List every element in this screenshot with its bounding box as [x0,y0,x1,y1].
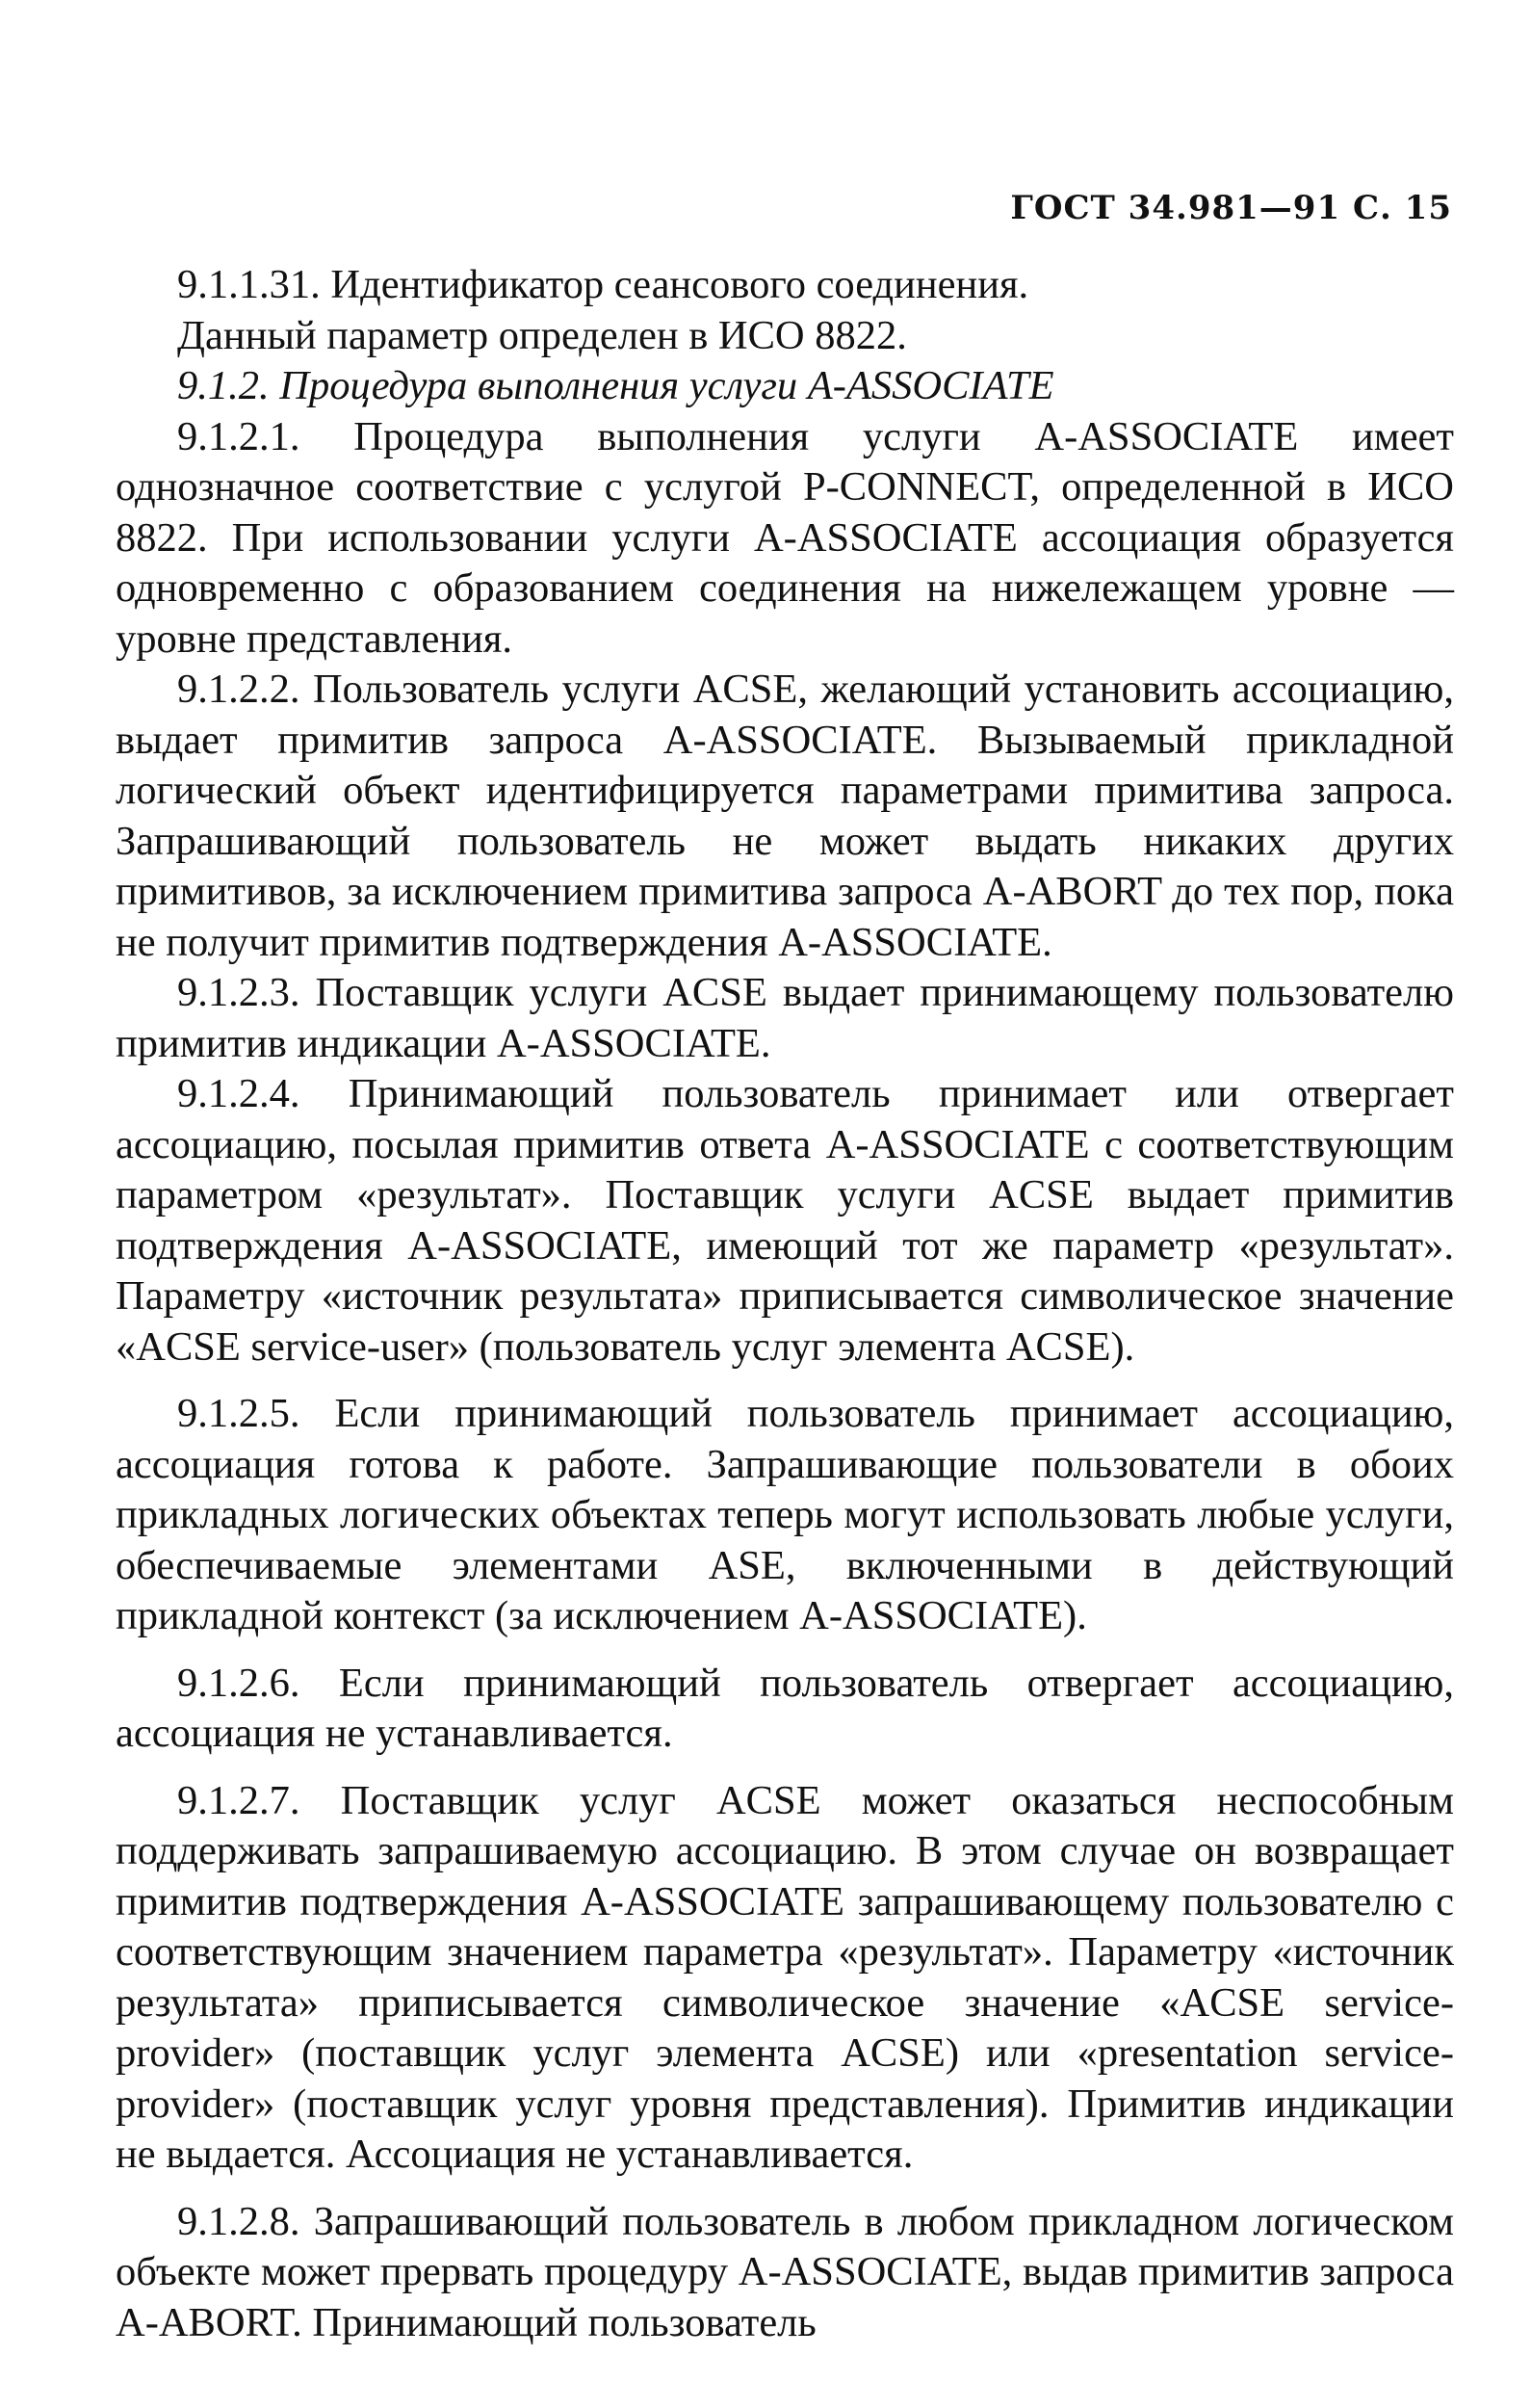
paragraph-9-1-1-31: 9.1.1.31. Идентификатор сеансового соединения. [177,262,1029,307]
paragraph-9-1-2-1: 9.1.2.1. Процедура выполнения услуги A-ASSOCIATE имеет однозначное соответствие с услугой P-CONNECT, определенной в ИСО 8822. При использовании услуги A-ASSOCIATE ассоциация образуется одновременно с образованием соединения на нижележащем уровне — уровне представления. [116,413,1454,662]
document-body [116,260,1454,2348]
paragraph-parameter-note: Данный параметр определен в ИСО 8822. [177,312,907,358]
page-header: ГОСТ 34.981—91 С. 15 [1010,189,1452,227]
paragraph-9-1-2-2: 9.1.2.2. Пользователь услуги ACSE, желающий установить ассоциацию, выдает примитив запроса A-ASSOCIATE. Вызываемый прикладной логический объект идентифицируется параметрами примитива запроса. Запрашивающий пользователь не может выдать никаких других примитивов, за исключением примитива запроса A-ABORT до тех пор, пока не получит примитив подтверждения A-ASSOCIATE. [116,667,1454,965]
paragraph-9-1-2-6: 9.1.2.6. Если принимающий пользователь отвергает ассоциацию, ассоциация не устанавливается. [116,1660,1454,1756]
paragraph-9-1-2-8: 9.1.2.8. Запрашивающий пользователь в любом прикладном логическом объекте может прервать процедуру A-ASSOCIATE, выдав примитив запроса A-ABORT. Принимающий пользователь [116,2198,1454,2345]
section-heading-9-1-2: 9.1.2. Процедура выполнения услуги A-ASSOCIATE [177,363,1054,408]
paragraph-9-1-2-4: 9.1.2.4. Принимающий пользователь принимает или отвергает ассоциацию, посылая примитив ответа A-ASSOCIATE с соответствующим параметром «результат». Поставщик услуги ACSE выдает примитив подтверждения A-ASSOCIATE, имеющий тот же параметр «результат». Параметру «источник результата» приписывается символическое значение «ACSE service-user» (пользователь услуг элемента ACSE). [116,1071,1454,1370]
paragraph-9-1-2-5: 9.1.2.5. Если принимающий пользователь принимает ассоциацию, ассоциация готова к работе. Запрашивающие пользователи в обоих прикладных логических объектах теперь могут использовать любые услуги, обеспечиваемые элементами ASE, включенными в действующий прикладной контекст (за исключением A-ASSOCIATE). [116,1391,1454,1638]
paragraph-9-1-2-3: 9.1.2.3. Поставщик услуги ACSE выдает принимающему пользователю примитив индикации A-ASSOCIATE. [116,970,1454,1066]
paragraph-9-1-2-7: 9.1.2.7. Поставщик услуг ACSE может оказаться неспособным поддерживать запрашиваемую ассоциацию. В этом случае он возвращает примитив подтверждения A-ASSOCIATE запрашивающему пользователю с соответствующим значением параметра «результат». Параметру «источник результата» приписывается символическое значение «ACSE service-provider» (поставщик услуг элемента ACSE) или «presentation service-provider» (поставщик услуг уровня представления). Примитив индикации не выдается. Ассоциация не устанавливается. [116,1777,1454,2177]
